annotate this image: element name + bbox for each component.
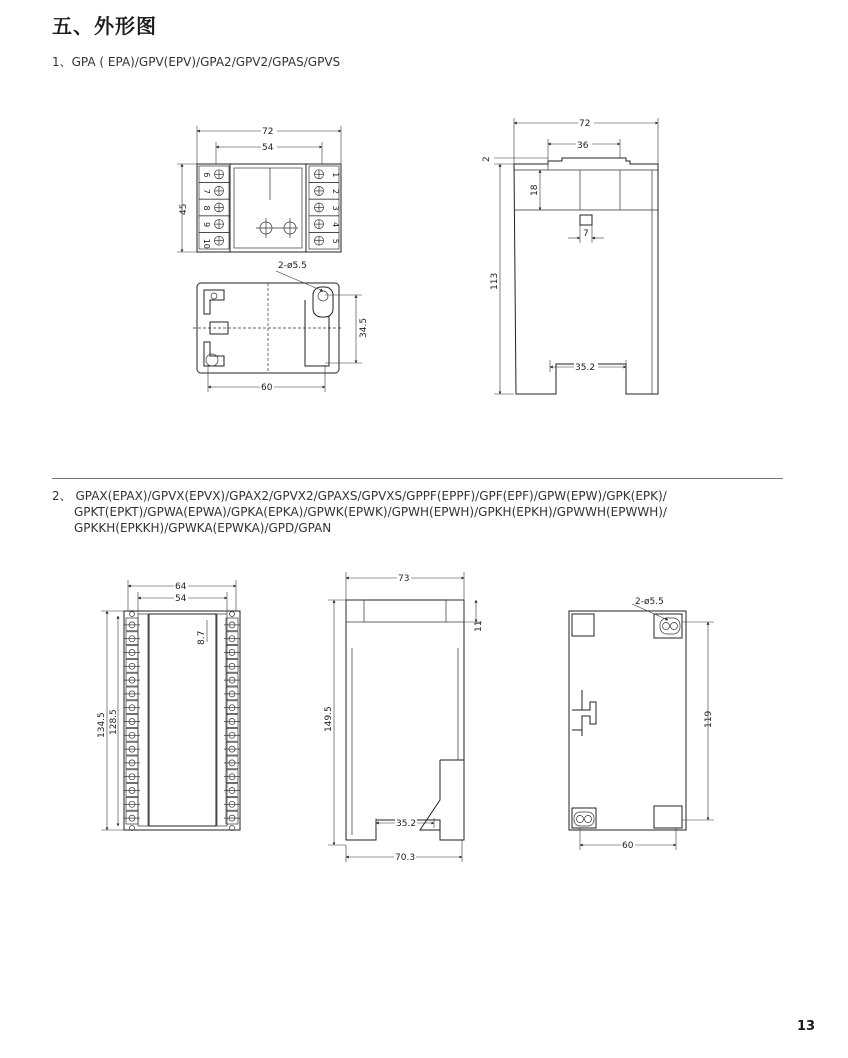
fig1-side-dim-18: 18 [530, 184, 540, 196]
fig1-side-dim-36: 36 [577, 141, 589, 151]
fig2-terminal-right-cell [226, 756, 238, 769]
fig2-terminal-right-cell [226, 784, 238, 797]
fig2-terminal-right-cell [226, 811, 238, 824]
fig1-side-dim-7: 7 [583, 229, 589, 239]
fig1-side-dim-72: 72 [579, 119, 591, 129]
fig1-top-dim-45: 45 [179, 203, 189, 215]
fig2-terminal-left-cell [126, 715, 138, 728]
fig1-base-dim-34-5: 34.5 [359, 317, 369, 338]
fig2-terminal-left-cell [126, 784, 138, 797]
fig2-terminal-right-cell [226, 770, 238, 783]
fig2-terminal-right-cell [226, 687, 238, 700]
subsection-2-line-3: GPKKH(EPKKH)/GPWKA(EPWKA)/GPD/GPAN [74, 521, 332, 535]
subsection-2-line-2: GPKT(EPKT)/GPWA(EPWA)/GPKA(EPKA)/GPWK(EPWK)/GPWH(EPWH)/GPKH(EPKH)/GPWWH(EPWWH)/ [74, 505, 667, 519]
section-title: 五、外形图 [52, 14, 157, 38]
fig2-base-dim-holes: 2-ø5.5 [635, 597, 664, 607]
fig2-terminal-right-cell [226, 742, 238, 755]
fig2-terminal-right-cell [226, 715, 238, 728]
fig2-terminal-left-cell [126, 756, 138, 769]
fig2-terminal-left-cell [126, 687, 138, 700]
fig2-terminal-left-cell [126, 770, 138, 783]
fig1-terminal-right-label: 1 [331, 172, 340, 178]
fig1-base-dim-holes: 2-ø5.5 [278, 261, 307, 271]
fig2-terminal-right-cell [226, 673, 238, 686]
fig2-terminal-right-cell [226, 646, 238, 659]
fig2-terminal-right-cell [226, 797, 238, 810]
fig1-terminal-left-label: 6 [202, 172, 211, 178]
fig2-side-dim-11: 11 [474, 620, 484, 632]
fig1-side-dim-113: 113 [490, 272, 500, 290]
fig1-top-view [177, 125, 341, 252]
fig2-terminal-left-cell [126, 728, 138, 741]
fig2-terminal-right-cell [226, 728, 238, 741]
fig2-terminal-left-cell [126, 811, 138, 824]
fig2-terminal-right-cell [226, 632, 238, 645]
fig1-side-dim-2: 2 [482, 156, 492, 162]
subsection-2-line-1: 2、 GPAX(EPAX)/GPVX(EPVX)/GPAX2/GPVX2/GPAXS/GPVXS/GPPF(EPPF)/GPF(EPF)/GPW(EPW)/GPK(EPK)/ [52, 489, 667, 503]
fig1-terminal-right-label: 2 [331, 188, 340, 194]
fig2-front-dim-134-5: 134.5 [97, 712, 107, 738]
fig2-base-dim-119: 119 [704, 710, 714, 728]
fig2-side-dim-35-2: 35.2 [396, 819, 417, 829]
fig2-terminal-right-cell [226, 618, 238, 631]
fig1-terminal-right-label: 3 [331, 205, 340, 211]
fig2-front-dim-54: 54 [175, 594, 187, 604]
fig2-front-dim-64: 64 [175, 582, 187, 592]
page-number: 13 [797, 1019, 816, 1034]
fig2-terminal-left-cell [126, 646, 138, 659]
fig2-side-dim-70-3: 70.3 [395, 853, 416, 863]
fig2-base-view [569, 597, 714, 851]
fig1-terminal-left-label: 10 [202, 238, 211, 249]
fig2-terminal-left-cell [126, 659, 138, 672]
fig2-terminal-right-cell [226, 701, 238, 714]
fig2-terminal-left-cell [126, 701, 138, 714]
subsection-1-title: 1、GPA ( EPA)/GPV(EPV)/GPA2/GPV2/GPAS/GPVS [52, 55, 341, 69]
fig2-side-dim-149-5: 149.5 [324, 706, 334, 732]
fig2-front-dim-128-5: 128.5 [109, 709, 119, 735]
fig1-terminal-right-label: 4 [331, 222, 340, 228]
fig2-terminal-left-cell [126, 797, 138, 810]
fig2-side-view [324, 572, 484, 863]
fig1-base-dim-60: 60 [261, 383, 273, 393]
fig2-side-dim-73: 73 [398, 574, 410, 584]
fig2-terminal-left-cell [126, 618, 138, 631]
fig2-base-dim-60: 60 [622, 841, 634, 851]
fig2-front-dim-8-7: 8.7 [197, 630, 207, 645]
fig1-terminal-right-label: 5 [331, 238, 340, 244]
fig1-top-dim-72: 72 [262, 127, 274, 137]
fig1-side-view [482, 117, 658, 394]
fig1-base-view [193, 261, 369, 393]
fig2-front-view [97, 580, 240, 831]
fig1-top-dim-54: 54 [262, 143, 274, 153]
fig2-terminal-left-cell [126, 632, 138, 645]
fig1-terminal-left-label: 8 [202, 205, 211, 211]
fig1-terminal-left-label: 7 [202, 188, 211, 194]
fig2-terminal-right-cell [226, 659, 238, 672]
fig2-terminal-left-cell [126, 742, 138, 755]
fig2-terminal-left-cell [126, 673, 138, 686]
fig1-terminal-left-label: 9 [202, 222, 211, 228]
fig1-side-dim-35-2: 35.2 [575, 363, 596, 373]
